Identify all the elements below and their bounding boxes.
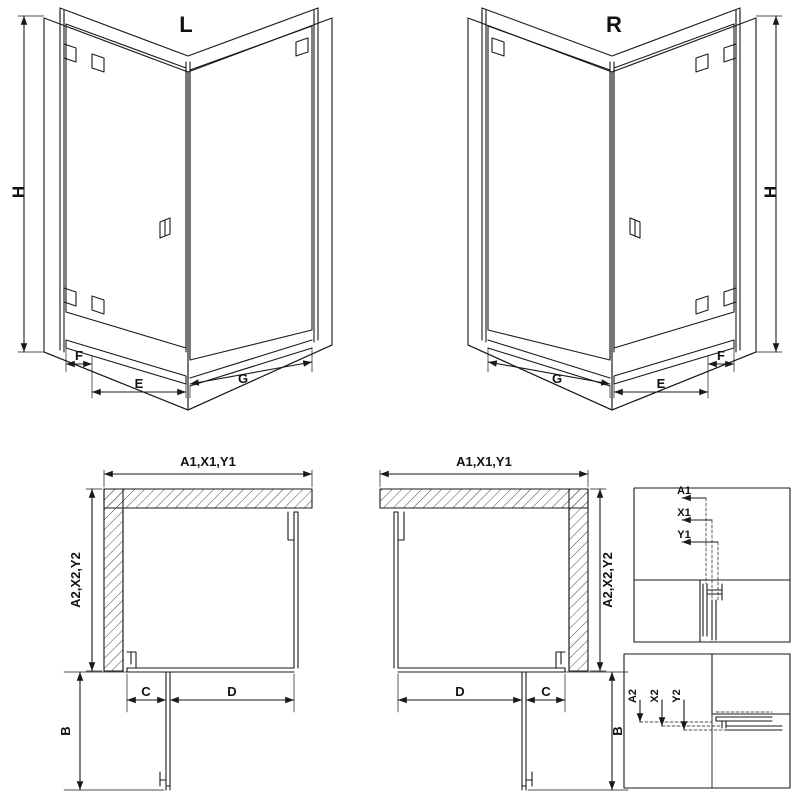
dim-label-C-right: C	[541, 684, 551, 699]
dim-label-B-right: B	[610, 726, 625, 736]
dim-label-G-left: G	[237, 371, 249, 386]
detail-dim-label-X2: X2	[649, 689, 661, 703]
dim-label-E-left: E	[134, 376, 144, 391]
plan-view-right	[380, 454, 628, 790]
dim-label-D-right: D	[455, 684, 465, 699]
detail-dim-label-A1: A1	[676, 485, 692, 497]
variant-label-right: R	[606, 12, 622, 37]
dim-label-G-right: G	[551, 371, 563, 386]
dim-label-A1X1Y1-right: A1,X1,Y1	[456, 454, 512, 469]
detail-dim-label-Y2: Y2	[671, 689, 683, 703]
dim-label-H-right: H	[761, 185, 780, 199]
iso-view-right	[468, 8, 782, 410]
variant-label-left: L	[179, 12, 193, 37]
detail-dim-label-X1: X1	[677, 507, 691, 519]
dim-label-A1X1Y1-left: A1,X1,Y1	[180, 454, 236, 469]
dim-label-A2X2Y2-left: A2,X2,Y2	[68, 552, 83, 608]
dim-label-F-right: F	[717, 348, 725, 363]
dim-label-E-right: E	[656, 376, 666, 391]
dim-label-H-left: H	[9, 185, 28, 199]
dim-label-C-left: C	[141, 684, 151, 699]
dim-label-F-left: F	[75, 348, 83, 363]
detail-view-bottom	[624, 654, 790, 788]
dim-label-D-left: D	[227, 684, 237, 699]
dim-label-B-left: B	[58, 726, 73, 736]
iso-view-left	[9, 8, 332, 410]
plan-view-left	[58, 454, 312, 790]
detail-dim-label-A2: A2	[627, 688, 639, 704]
detail-dim-label-Y1: Y1	[677, 529, 691, 541]
detail-view-top	[634, 485, 790, 642]
dim-label-A2X2Y2-right: A2,X2,Y2	[600, 552, 615, 608]
